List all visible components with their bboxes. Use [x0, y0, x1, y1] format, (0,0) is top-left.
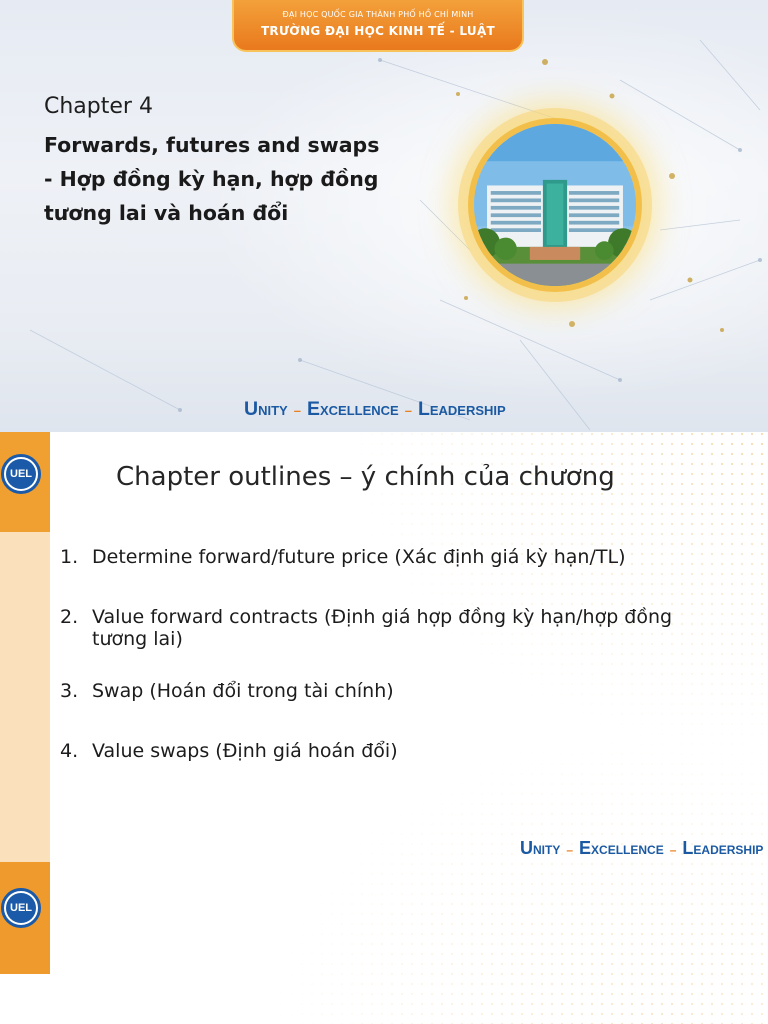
campus-building-image: [474, 124, 636, 286]
motto-e-initial: E: [306, 398, 320, 420]
motto-l-initial: L: [682, 838, 694, 858]
list-item-number: 4.: [60, 740, 79, 762]
motto-l-rest: EADERSHIP: [693, 843, 764, 857]
banner-subtitle: ĐẠI HỌC QUỐC GIA THÀNH PHỐ HỒ CHÍ MINH: [282, 10, 474, 19]
chapter-title: [44, 128, 424, 230]
outline-list: [60, 546, 700, 800]
motto-e-rest: XCELLENCE: [591, 843, 664, 857]
list-item-text: Determine forward/future price (Xác định giá kỳ hạn/TL): [92, 546, 626, 568]
uel-logo: [1, 888, 41, 928]
uel-logo-text: UEL: [6, 459, 36, 489]
list-item-number: 2.: [60, 606, 79, 628]
list-item-text: Value forward contracts (Định giá hợp đồng kỳ hạn/hợp đồng tương lai): [92, 606, 673, 650]
outline-slide: [0, 432, 768, 1024]
list-item: [60, 546, 700, 568]
sidebar-accent-middle: [0, 532, 50, 862]
list-item-text: Swap (Hoán đổi trong tài chính): [92, 680, 394, 702]
uel-logo: [1, 454, 41, 494]
list-item: [60, 680, 700, 702]
motto-separator: –: [293, 403, 301, 418]
motto-u-rest: NITY: [533, 843, 561, 857]
motto-u-rest: NITY: [258, 403, 288, 418]
chapter-label: Chapter 4: [44, 94, 153, 119]
motto-l-rest: EADERSHIP: [429, 403, 506, 418]
university-banner: [232, 0, 524, 52]
motto-slogan: [520, 838, 763, 859]
campus-photo: [468, 118, 642, 292]
slide-title: Chapter outlines – ý chính của chương: [116, 462, 615, 492]
chapter-title-line: Forwards, futures and swaps: [44, 133, 380, 157]
motto-e-rest: XCELLENCE: [319, 403, 399, 418]
list-item-number: 1.: [60, 546, 79, 568]
motto-u-initial: U: [520, 838, 533, 858]
motto-separator: –: [566, 843, 574, 857]
motto-l-initial: L: [417, 398, 430, 420]
motto-u-initial: U: [244, 398, 259, 420]
banner-title: TRƯỜNG ĐẠI HỌC KINH TẾ - LUẬT: [260, 24, 496, 38]
list-item-number: 3.: [60, 680, 79, 702]
list-item: [60, 740, 700, 762]
chapter-title-line: tương lai và hoán đổi: [44, 201, 289, 225]
motto-separator: –: [404, 403, 412, 418]
list-item-text: Value swaps (Định giá hoán đổi): [92, 740, 398, 762]
motto-e-initial: E: [579, 838, 592, 858]
uel-logo-text: UEL: [6, 893, 36, 923]
motto-separator: –: [669, 843, 677, 857]
chapter-title-line: - Hợp đồng kỳ hạn, hợp đồng: [44, 167, 379, 191]
motto-slogan: [244, 398, 506, 421]
title-slide: [0, 0, 768, 432]
list-item: [60, 606, 700, 650]
